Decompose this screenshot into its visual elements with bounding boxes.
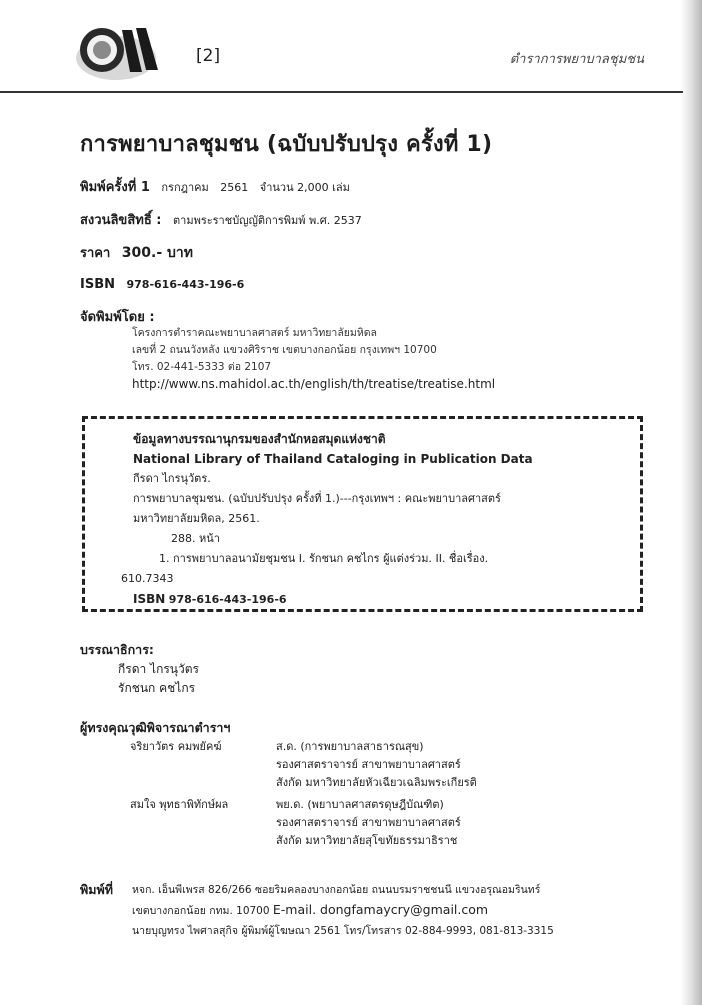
edition-year: 2561 bbox=[220, 181, 249, 194]
isbn-value: 978-616-443-196-6 bbox=[126, 278, 245, 291]
editor-name: กีรดา ไกรนุวัตร bbox=[118, 662, 199, 676]
copyright-text: ตามพระราชบัญญัติการพิมพ์ พ.ศ. 2537 bbox=[173, 214, 362, 227]
isbn-row bbox=[80, 277, 252, 292]
editors-list bbox=[118, 660, 199, 698]
cip-author: กีรดา ไกรนุวัตร. bbox=[133, 472, 211, 485]
cip-heading-th: ข้อมูลทางบรรณานุกรมของสำนักหอสมุดแห่งชาติ bbox=[133, 432, 386, 446]
reviewer-detail-line: รองศาสตราจารย์ สาขาพยาบาลศาสตร์ bbox=[276, 758, 461, 771]
printer-line2 bbox=[132, 900, 554, 921]
publisher-address bbox=[132, 325, 495, 393]
isbn-label: ISBN bbox=[80, 277, 115, 292]
printer-email: E-mail. dongfamaycry@gmail.com bbox=[272, 902, 489, 917]
printer-line2-prefix: เขตบางกอกน้อย กทม. 10700 bbox=[132, 905, 270, 917]
reviewer-details bbox=[276, 796, 461, 850]
publisher-url: http://www.ns.mahidol.ac.th/english/th/treatise/treatise.html bbox=[132, 377, 496, 391]
cip-content bbox=[121, 429, 533, 610]
cip-isbn bbox=[133, 589, 533, 610]
printer-line1: หจก. เอ็นพีเพรส 826/266 ซอยริมคลองบางกอกน้อย ถนนบรมราชชนนี แขวงอรุณอมรินทร์ bbox=[132, 884, 541, 896]
editors-label: บรรณาธิการ: bbox=[80, 642, 154, 657]
cip-pages: 288. หน้า bbox=[171, 532, 220, 545]
publisher-logo bbox=[72, 20, 164, 86]
publisher-line: เลขที่ 2 ถนนวังหลัง แขวงศิริราช เขตบางกอกน้อย กรุงเทพฯ 10700 bbox=[132, 344, 437, 356]
book-title: การพยาบาลชุมชน (ฉบับปรับปรุง ครั้งที่ 1) bbox=[80, 132, 493, 157]
publisher-heading bbox=[80, 306, 163, 327]
publisher-line: โครงการตำราคณะพยาบาลศาสตร์ มหาวิทยาลัยมหิดล bbox=[132, 327, 377, 339]
copyright-label: สงวนลิขสิทธิ์ : bbox=[80, 213, 162, 228]
reviewer-name: สมใจ พุทธาพิทักษ์ผล bbox=[130, 798, 229, 811]
cip-heading-en: National Library of Thailand Cataloging in Publication Data bbox=[133, 452, 533, 466]
price-value: 300.- บาท bbox=[121, 245, 193, 261]
reviewer-detail-line: รองศาสตราจารย์ สาขาพยาบาลศาสตร์ bbox=[276, 816, 461, 829]
price-label: ราคา bbox=[80, 246, 111, 261]
cip-box bbox=[82, 416, 643, 612]
reviewer-detail-line: สังกัด มหาวิทยาลัยสุโขทัยธรรมาธิราช bbox=[276, 834, 458, 847]
editor-name: รักชนก คชไกร bbox=[118, 681, 196, 695]
reviewer-detail-line: สังกัด มหาวิทยาลัยหัวเฉียวเฉลิมพระเกียรติ bbox=[276, 776, 477, 789]
cip-isbn-value: 978-616-443-196-6 bbox=[168, 593, 287, 606]
edition-row bbox=[80, 176, 358, 197]
cip-entry-line2: มหาวิทยาลัยมหิดล, 2561. bbox=[133, 512, 260, 525]
cip-subjects: 1. การพยาบาลอนามัยชุมชน I. รักชนก คชไกร ผู้แต่งร่วม. II. ชื่อเรื่อง. bbox=[159, 552, 489, 565]
publisher-line: โทร. 02-441-5333 ต่อ 2107 bbox=[132, 361, 272, 373]
price-row bbox=[80, 242, 201, 264]
edition-label: พิมพ์ครั้งที่ 1 bbox=[80, 180, 150, 195]
page-number: [2] bbox=[196, 46, 221, 66]
reviewer-detail-line: พย.ด. (พยาบาลศาสตรดุษฎีบัณฑิต) bbox=[276, 798, 444, 811]
cip-entry-line1: การพยาบาลชุมชน. (ฉบับปรับปรุง ครั้งที่ 1.)---กรุงเทพฯ : คณะพยาบาลศาสตร์ bbox=[133, 492, 501, 505]
printer-line3: นายบุญทรง ไพศาลสุกิจ ผู้พิมพ์ผู้โฆษณา 2561 โทร/โทรสาร 02-884-9993, 081-813-3315 bbox=[132, 925, 554, 937]
running-title: ตำราการพยาบาลชุมชน bbox=[509, 52, 644, 67]
reviewer-details bbox=[276, 738, 477, 792]
reviewers-label: ผู้ทรงคุณวุฒิพิจารณาตำราฯ bbox=[80, 720, 231, 735]
publisher-label: จัดพิมพ์โดย : bbox=[80, 310, 155, 325]
edition-copies: จำนวน 2,000 เล่ม bbox=[259, 181, 350, 194]
printer-label: พิมพ์ที่ bbox=[80, 882, 113, 897]
page-edge-shadow bbox=[680, 0, 702, 1005]
reviewer-name: จริยาวัตร คมพยัคฆ์ bbox=[130, 740, 222, 753]
reviewer-detail-line: ส.ด. (การพยาบาลสาธารณสุข) bbox=[276, 740, 424, 753]
cip-isbn-label: ISBN bbox=[133, 592, 166, 606]
edition-month: กรกฎาคม bbox=[161, 181, 209, 194]
header-divider bbox=[0, 91, 683, 93]
copyright-row bbox=[80, 209, 370, 230]
printer-info bbox=[132, 880, 554, 941]
cip-classification: 610.7343 bbox=[121, 572, 174, 585]
